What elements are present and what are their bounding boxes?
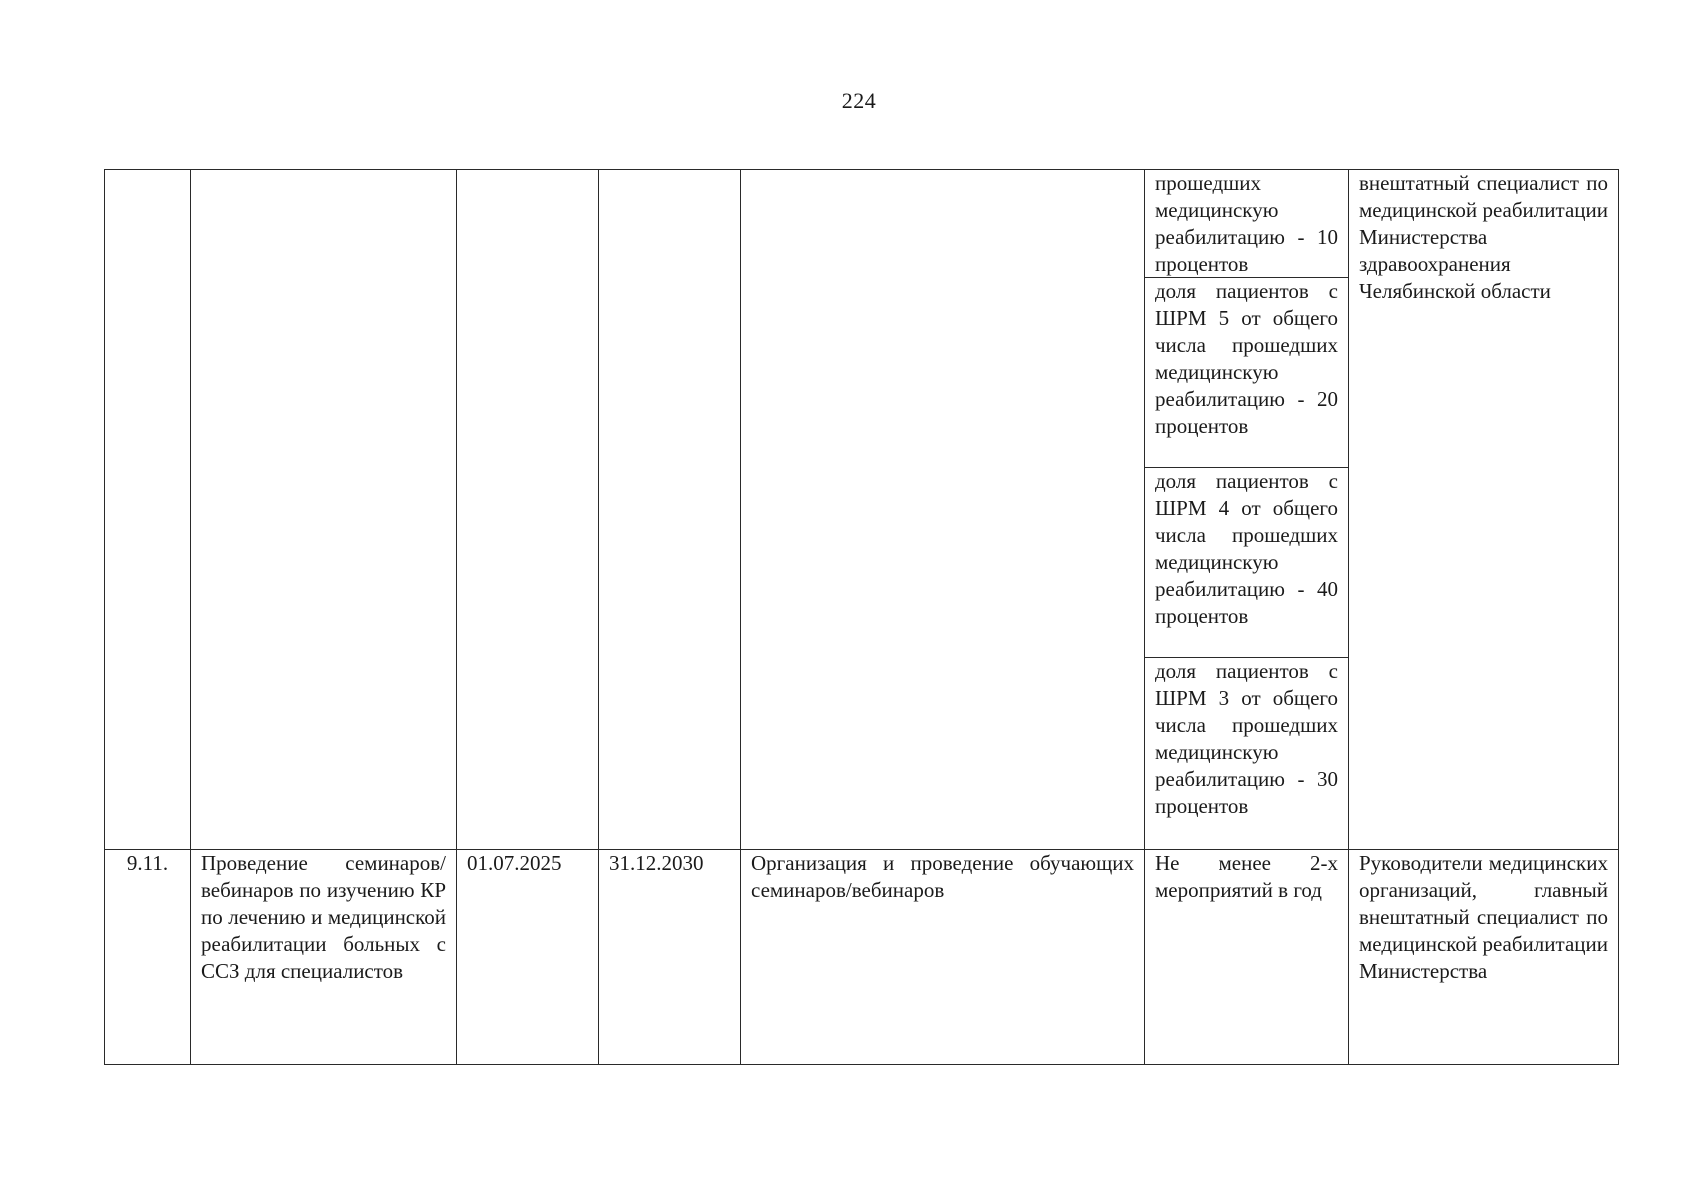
row-number: 9.11.: [105, 850, 191, 1065]
description-cell: [741, 170, 1145, 850]
start-date: 01.07.2025: [457, 850, 599, 1065]
number-cell: [105, 170, 191, 850]
page-number: 224: [841, 88, 877, 113]
indicator-part: доля пациентов с ШРМ 4 от общего числа прошедших медицинскую реабилитацию - 40 процентов: [1145, 468, 1348, 658]
table-row: [105, 170, 1619, 850]
end-date: 31.12.2030: [599, 850, 741, 1065]
activity-cell: [191, 170, 457, 850]
description-cell: Организация и проведение обучающих семинаров/вебинаров: [741, 850, 1145, 1065]
start-date-cell: [457, 170, 599, 850]
indicator-part: доля пациентов с ШРМ 3 от общего числа прошедших медицинскую реабилитацию - 30 процентов: [1155, 659, 1338, 818]
indicator-part: прошедших медицинскую реабилитацию - 10 процентов: [1145, 170, 1348, 278]
responsible-cell: внештатный специалист по медицинской реабилитации Министерства здравоохранения Челябинской области: [1349, 170, 1619, 850]
indicator-cell: Не менее 2-х мероприятий в год: [1145, 850, 1349, 1065]
plan-table: [104, 169, 1619, 1065]
responsible-cell: Руководители медицинских организаций, главный внештатный специалист по медицинской реабилитации Министерства: [1349, 850, 1619, 1065]
indicator-part: доля пациентов с ШРМ 5 от общего числа прошедших медицинскую реабилитацию - 20 процентов: [1145, 278, 1348, 468]
end-date-cell: [599, 170, 741, 850]
table-row: [105, 850, 1619, 1065]
indicator-cell: [1145, 170, 1349, 850]
activity-cell: Проведение семинаров/вебинаров по изучению КР по лечению и медицинской реабилитации больных с ССЗ для специалистов: [191, 850, 457, 1065]
